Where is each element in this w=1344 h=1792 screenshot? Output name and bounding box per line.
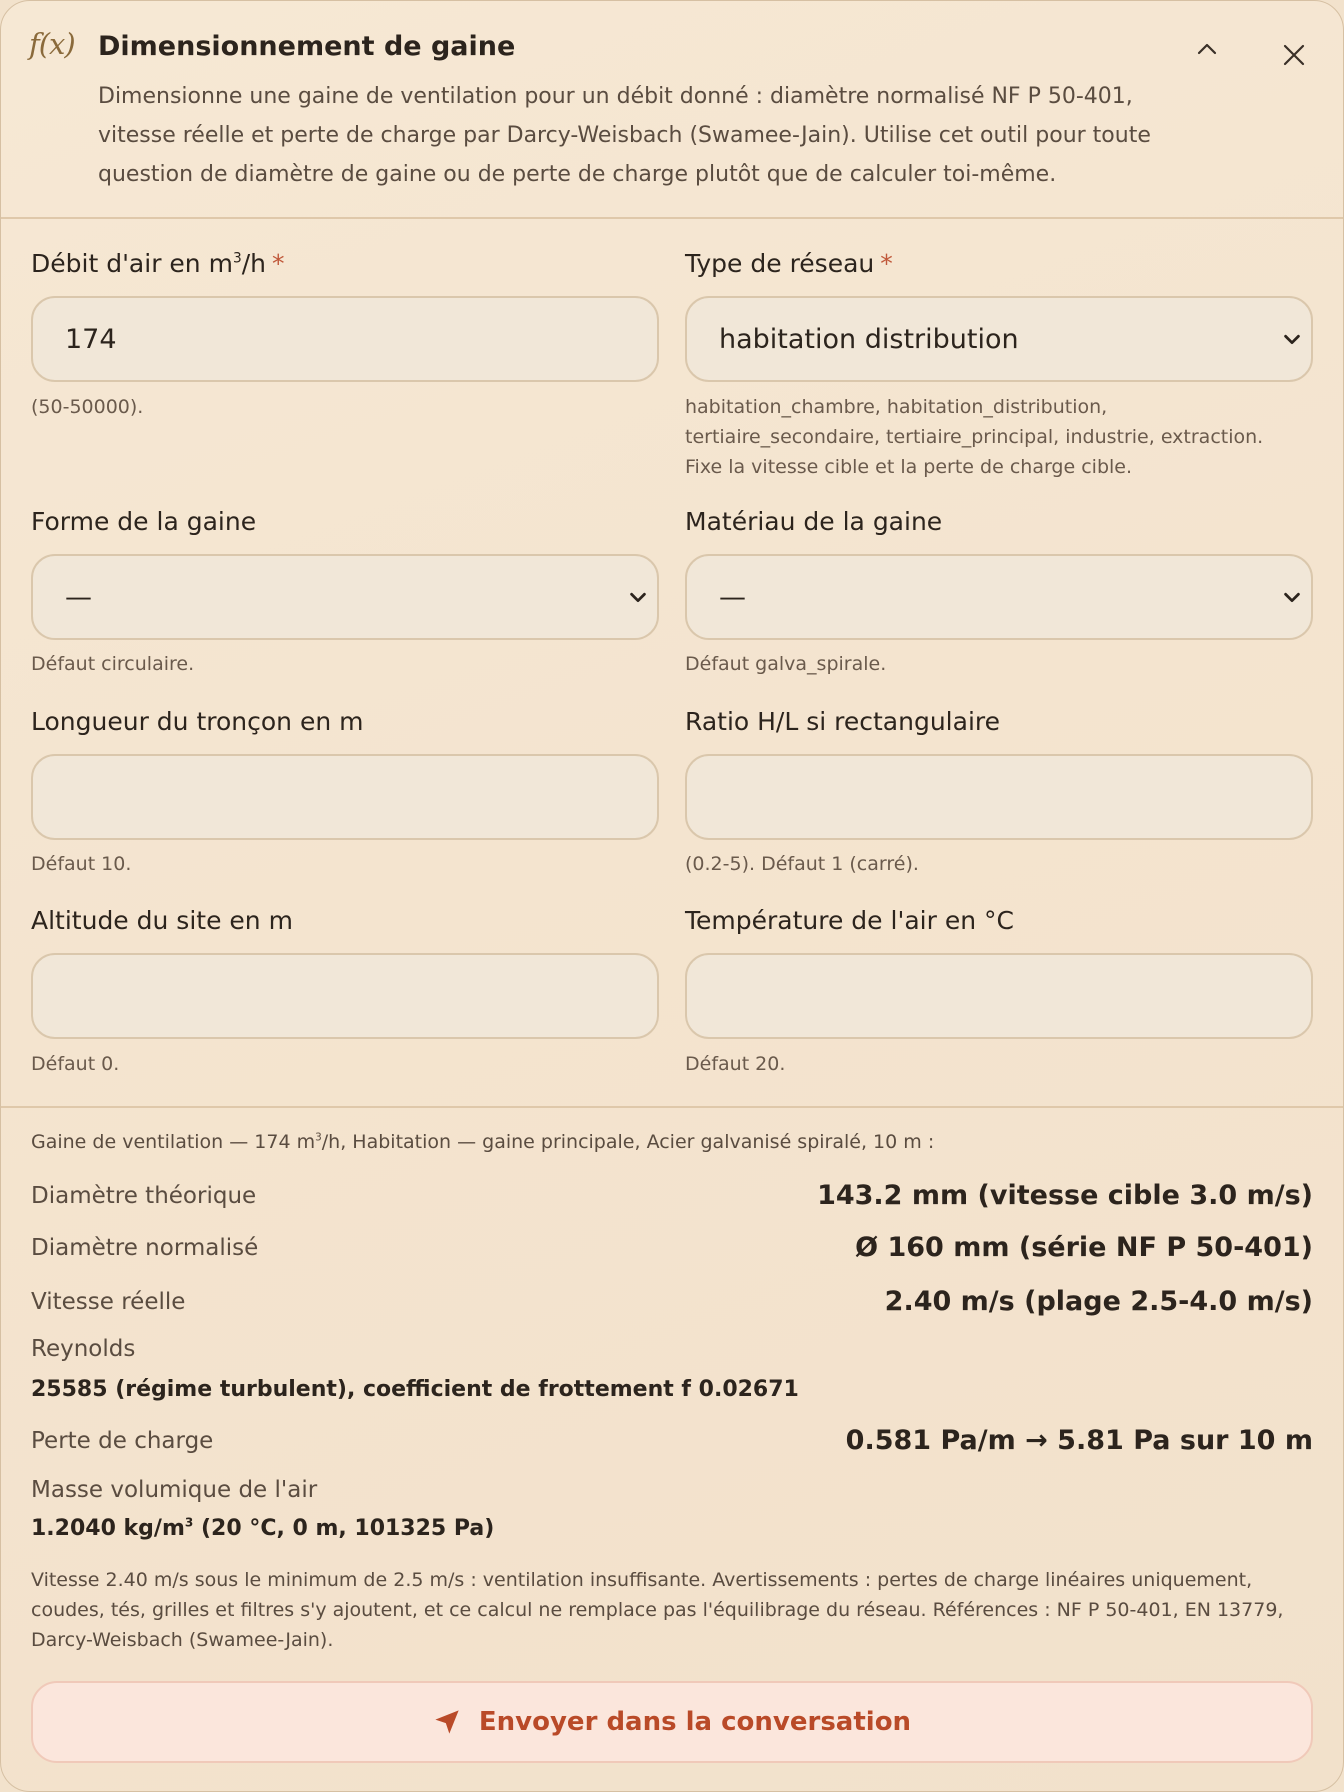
close-button[interactable] bbox=[1276, 37, 1312, 73]
reynolds-label: Reynolds bbox=[31, 1336, 136, 1362]
materiau-select-value: — bbox=[719, 581, 746, 613]
diametre-normalise-value: Ø 160 mm (série NF P 50-401) bbox=[855, 1232, 1313, 1263]
send-button-label: Envoyer dans la conversation bbox=[478, 1707, 912, 1737]
materiau-select[interactable] bbox=[685, 554, 1313, 640]
longueur-hint: Défaut 10. bbox=[31, 853, 132, 875]
required-marker: * bbox=[271, 249, 285, 278]
longueur-label: Longueur du tronçon en m bbox=[31, 707, 364, 736]
forme-select[interactable] bbox=[31, 554, 659, 640]
temperature-label: Température de l'air en °C bbox=[685, 906, 1014, 935]
divider bbox=[1, 1106, 1343, 1108]
materiau-hint: Défaut galva_spirale. bbox=[685, 653, 887, 675]
chevron-up-icon bbox=[1195, 37, 1219, 61]
tool-description: Dimensionne une gaine de ventilation pour un débit donné : diamètre normalisé NF P 50-401, vitesse réelle et perte de charge par Darcy-Weisbach (Swamee-Jain). Utilise cet outil pour toute question de diamètre de gaine ou de perte de charge plutôt que de calculer toi-même. bbox=[98, 84, 1151, 187]
longueur-input[interactable] bbox=[31, 754, 659, 840]
debit-hint: (50-50000). bbox=[31, 396, 144, 418]
forme-label: Forme de la gaine bbox=[31, 507, 257, 536]
masse-value: 1.2040 $kg/m^3$ (20 °C, 0 m, 101325 Pa) bbox=[31, 1515, 495, 1541]
collapse-button[interactable] bbox=[1189, 31, 1225, 67]
altitude-input[interactable] bbox=[31, 953, 659, 1039]
reseau-hint: habitation_chambre, habitation_distribution, tertiaire_secondaire, tertiaire_principal, industrie, extraction. Fixe la vitesse cible et la perte de charge cible. bbox=[685, 396, 1264, 478]
diametre-theorique-value: 143.2 mm (vitesse cible 3.0 m/s) bbox=[817, 1180, 1313, 1211]
altitude-label: Altitude du site en m bbox=[31, 906, 293, 935]
diametre-theorique-label: Diamètre théorique bbox=[31, 1183, 257, 1209]
debit-label: Débit d'air en $m^3/h$ * bbox=[31, 249, 285, 278]
perte-label: Perte de charge bbox=[31, 1428, 214, 1454]
vitesse-value: 2.40 m/s (plage 2.5-4.0 m/s) bbox=[884, 1286, 1313, 1317]
temperature-input[interactable] bbox=[685, 953, 1313, 1039]
warning-text: Vitesse 2.40 m/s sous le minimum de 2.5 m/s : ventilation insuffisante. Avertissements : pertes de charge linéaires uniquement, coudes, tés, grilles et filtres s'y ajoutent, et ce calcul ne remplace pas l'équilibrage du réseau. Références : NF P 50-401, EN 13779, Darcy-Weisbach (Swamee-Jain). bbox=[31, 1569, 1284, 1651]
temperature-hint: Défaut 20. bbox=[685, 1053, 786, 1075]
send-to-conversation-button[interactable] bbox=[31, 1681, 1313, 1763]
required-marker: * bbox=[880, 249, 893, 278]
reseau-select[interactable] bbox=[685, 296, 1313, 382]
chevron-down-icon bbox=[1281, 328, 1303, 350]
tool-title: Dimensionnement de gaine bbox=[98, 31, 516, 62]
reynolds-value: 25585 (régime turbulent), coefficient de frottement f 0.02671 bbox=[31, 1377, 799, 1402]
reseau-select-value: habitation distribution bbox=[719, 323, 1019, 355]
chevron-down-icon bbox=[1281, 586, 1303, 608]
perte-value: 0.581 Pa/m → 5.81 Pa sur 10 m bbox=[845, 1425, 1313, 1456]
masse-label: Masse volumique de l'air bbox=[31, 1477, 318, 1503]
tool-header bbox=[1, 1, 1343, 219]
forme-hint: Défaut circulaire. bbox=[31, 653, 195, 675]
result-summary: Gaine de ventilation — 174 $m^3/h$, Habitation — gaine principale, Acier galvanisé spiralé, 10 m : bbox=[31, 1131, 935, 1153]
vitesse-label: Vitesse réelle bbox=[31, 1289, 186, 1315]
debit-input[interactable] bbox=[31, 296, 659, 382]
reseau-label: Type de réseau * bbox=[685, 249, 893, 278]
function-icon: f(x) bbox=[29, 27, 75, 61]
chevron-down-icon bbox=[627, 586, 649, 608]
debit-input-value: 174 bbox=[65, 323, 117, 355]
close-icon bbox=[1282, 43, 1306, 67]
ratio-input[interactable] bbox=[685, 754, 1313, 840]
forme-select-value: — bbox=[65, 581, 92, 613]
altitude-hint: Défaut 0. bbox=[31, 1053, 120, 1075]
send-icon bbox=[433, 1708, 461, 1736]
ratio-label: Ratio H/L si rectangulaire bbox=[685, 707, 1001, 736]
materiau-label: Matériau de la gaine bbox=[685, 507, 943, 536]
ratio-hint: (0.2-5). Défaut 1 (carré). bbox=[685, 853, 919, 875]
diametre-normalise-label: Diamètre normalisé bbox=[31, 1235, 259, 1261]
